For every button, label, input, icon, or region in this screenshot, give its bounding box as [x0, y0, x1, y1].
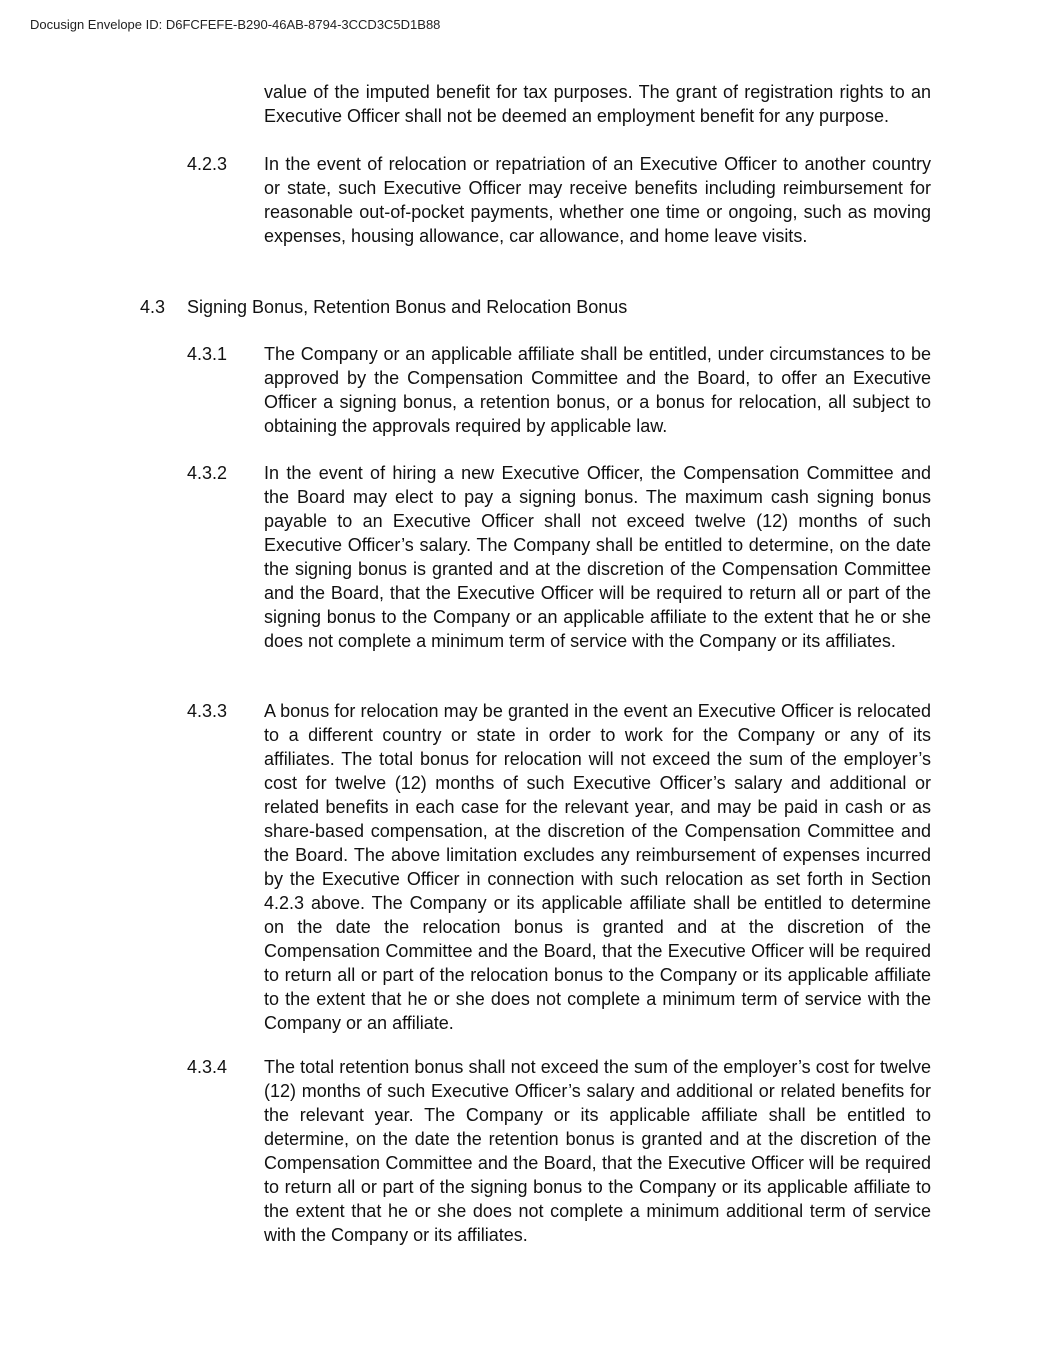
- section-text-4-3-2: In the event of hiring a new Executive Officer, the Compensation Committee and the Board may elect to pay a signing bonus. The maximum cash signing bonus payable to an Executive Officer shall not exceed twelve (12) months of such Executive Officer’s salary. The Company shall be entitled to determine, on the date the signing bonus is granted and at the discretion of the Compensation Committee and the Board, that the Executive Officer will be required to return all or part of the signing bonus to the Company or an applicable affiliate to the extent that he or she does not complete a minimum term of service with the Company or its affiliates.: [264, 463, 931, 651]
- envelope-id: Docusign Envelope ID: D6FCFEFE-B290-46AB-8794-3CCD3C5D1B88: [30, 17, 441, 32]
- section-heading-4-3: Signing Bonus, Retention Bonus and Relocation Bonus: [187, 297, 628, 317]
- section-number-4-2-3: 4.2.3: [187, 154, 228, 174]
- section-text-4-3-3: A bonus for relocation may be granted in the event an Executive Officer is relocated to a different country or state in order to work for the Company or any of its affiliates. The total bonus for relocation will not exceed the sum of the employer’s cost for twelve (12) months of such Executive Officer’s salary and additional or related benefits in each case for the relevant year, and may be paid in cash or as share-based compensation, at the discretion of the Compensation Committee and the Board. The above limitation excludes any reimbursement of expenses incurred by the Executive Officer in connection with such relocation as set forth in Section 4.2.3 above. The Company or its applicable affiliate shall be entitled to determine on the date the relocation bonus is granted and at the discretion of the Compensation Committee and the Board, that the Executive Officer will be required to return all or part of the relocation bonus to the Company or its applicable affiliate to the extent that he or she does not complete a minimum term of service with the Company or an affiliate.: [264, 701, 931, 1033]
- section-text-4-2-3: In the event of relocation or repatriation of an Executive Officer to another country or state, such Executive Officer may receive benefits including reimbursement for reasonable out-of-pocket payments, whether one time or ongoing, such as moving expenses, housing allowance, car allowance, and home leave visits.: [264, 154, 931, 246]
- section-number-4-3-2: 4.3.2: [187, 463, 228, 483]
- section-number-4-3-4: 4.3.4: [187, 1057, 228, 1077]
- section-number-4-3: 4.3: [140, 297, 166, 317]
- section-text-4-3-4: The total retention bonus shall not exceed the sum of the employer’s cost for twelve (12) months of such Executive Officer’s salary and additional or related benefits for the relevant year. The Company or its applicable affiliate shall be entitled to determine, on the date the retention bonus is granted and at the discretion of the Compensation Committee and the Board, that the Executive Officer will be required to return all or part of the signing bonus to the Company or its applicable affiliate to the extent that he or she does not complete a minimum additional term of service with the Company or its affiliates.: [264, 1057, 931, 1245]
- section-number-4-3-3: 4.3.3: [187, 701, 228, 721]
- section-text-4-3-1: The Company or an applicable affiliate shall be entitled, under circumstances to be approved by the Compensation Committee and the Board, to offer an Executive Officer a signing bonus, a retention bonus, or a bonus for relocation, all subject to obtaining the approvals required by applicable law.: [264, 344, 931, 436]
- continuation-paragraph: value of the imputed benefit for tax purposes. The grant of registration rights to an Executive Officer shall not be deemed an employment benefit for any purpose.: [264, 82, 931, 126]
- section-number-4-3-1: 4.3.1: [187, 344, 228, 364]
